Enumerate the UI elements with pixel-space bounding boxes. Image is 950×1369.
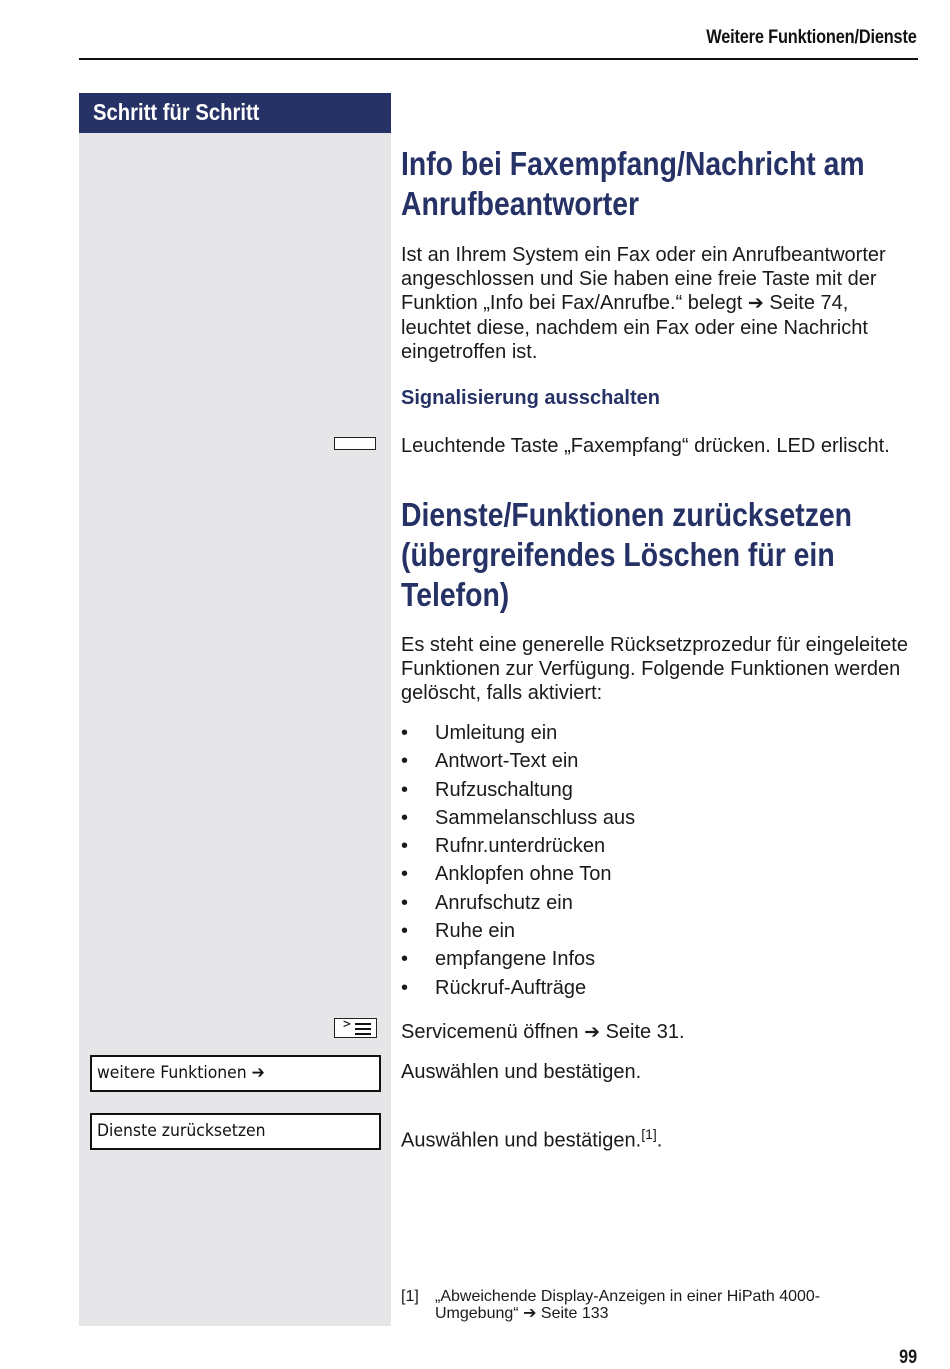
list-item: • Sammelanschluss aus (401, 804, 921, 832)
list-item: • Anrufschutz ein (401, 889, 921, 917)
sidebar-header (79, 93, 391, 133)
list-item: • Rückruf-Aufträge (401, 974, 921, 1002)
list-item: • Rufnr.unterdrücken (401, 832, 921, 860)
section-intro: Ist an Ihrem System ein Fax oder ein Anrufbeantworter angeschlossen und Sie haben eine freie Taste mit der Funktion „Info bei Fax/Anrufbe.“ belegt ➔ Seite 74, leuchtet diese, nachdem ein Fax oder eine Nachricht eingetroffen ist. (401, 244, 886, 363)
footnote-mark: [1] (401, 1288, 419, 1305)
reset-function-list (401, 719, 921, 1002)
step-text: Servicemenü öffnen ➔ Seite 31. (401, 1021, 685, 1043)
display-option-reset-services[interactable]: Dienste zurücksetzen (90, 1113, 381, 1150)
step-text: Auswählen und bestätigen. (401, 1061, 642, 1083)
page-reference-link[interactable]: Seite 31 (605, 1021, 679, 1043)
section-title: Dienste/Funktionen zurücksetzen (übergreifendes Löschen für ein Telefon) (401, 496, 853, 613)
arrow-right-icon: ➔ (747, 293, 764, 314)
list-item: • Rufzuschaltung (401, 776, 921, 804)
page-reference-link[interactable]: Seite 74 (769, 292, 843, 314)
footnote-reference[interactable]: [1] (641, 1126, 657, 1142)
function-key-icon (334, 437, 376, 450)
list-item: • Ruhe ein (401, 917, 921, 945)
running-header: Weitere Funktionen/Dienste (706, 27, 917, 48)
footnote: [1] „Abweichende Display-Anzeigen in einer HiPath 4000-Umgebung“ ➔ Seite 133 (401, 1288, 821, 1322)
step-text: Auswählen und bestätigen.[1]. (401, 1126, 663, 1152)
section-reset-services (401, 495, 921, 615)
section-title: Info bei Faxempfang/Nachricht am Anrufbeantworter (401, 145, 865, 222)
service-menu-icon[interactable]: > (334, 1018, 377, 1038)
list-item: • Anklopfen ohne Ton (401, 860, 921, 888)
arrow-right-icon: ➔ (584, 1022, 601, 1043)
section-intro: Es steht eine generelle Rücksetzprozedur für eingeleitete Funktionen zur Verfügung. Folgende Funktionen werden gelöscht, falls aktiviert: (401, 634, 908, 704)
page-number: 99 (899, 1347, 917, 1368)
arrow-right-icon: ➔ (523, 1305, 537, 1322)
step-text: Leuchtende Taste „Faxempfang“ drücken. LED erlischt. (401, 435, 890, 457)
list-item: • empfangene Infos (401, 945, 921, 973)
sidebar-title: Schritt für Schritt (93, 99, 260, 125)
display-option-more-functions[interactable]: weitere Funktionen ➔ (90, 1055, 381, 1092)
list-item: • Antwort-Text ein (401, 747, 921, 775)
list-item: • Umleitung ein (401, 719, 921, 747)
header-rule (79, 58, 918, 60)
page-reference-link[interactable]: Seite 133 (540, 1305, 609, 1322)
subheading: Signalisierung ausschalten (401, 387, 660, 409)
section-fax-info (401, 144, 921, 224)
